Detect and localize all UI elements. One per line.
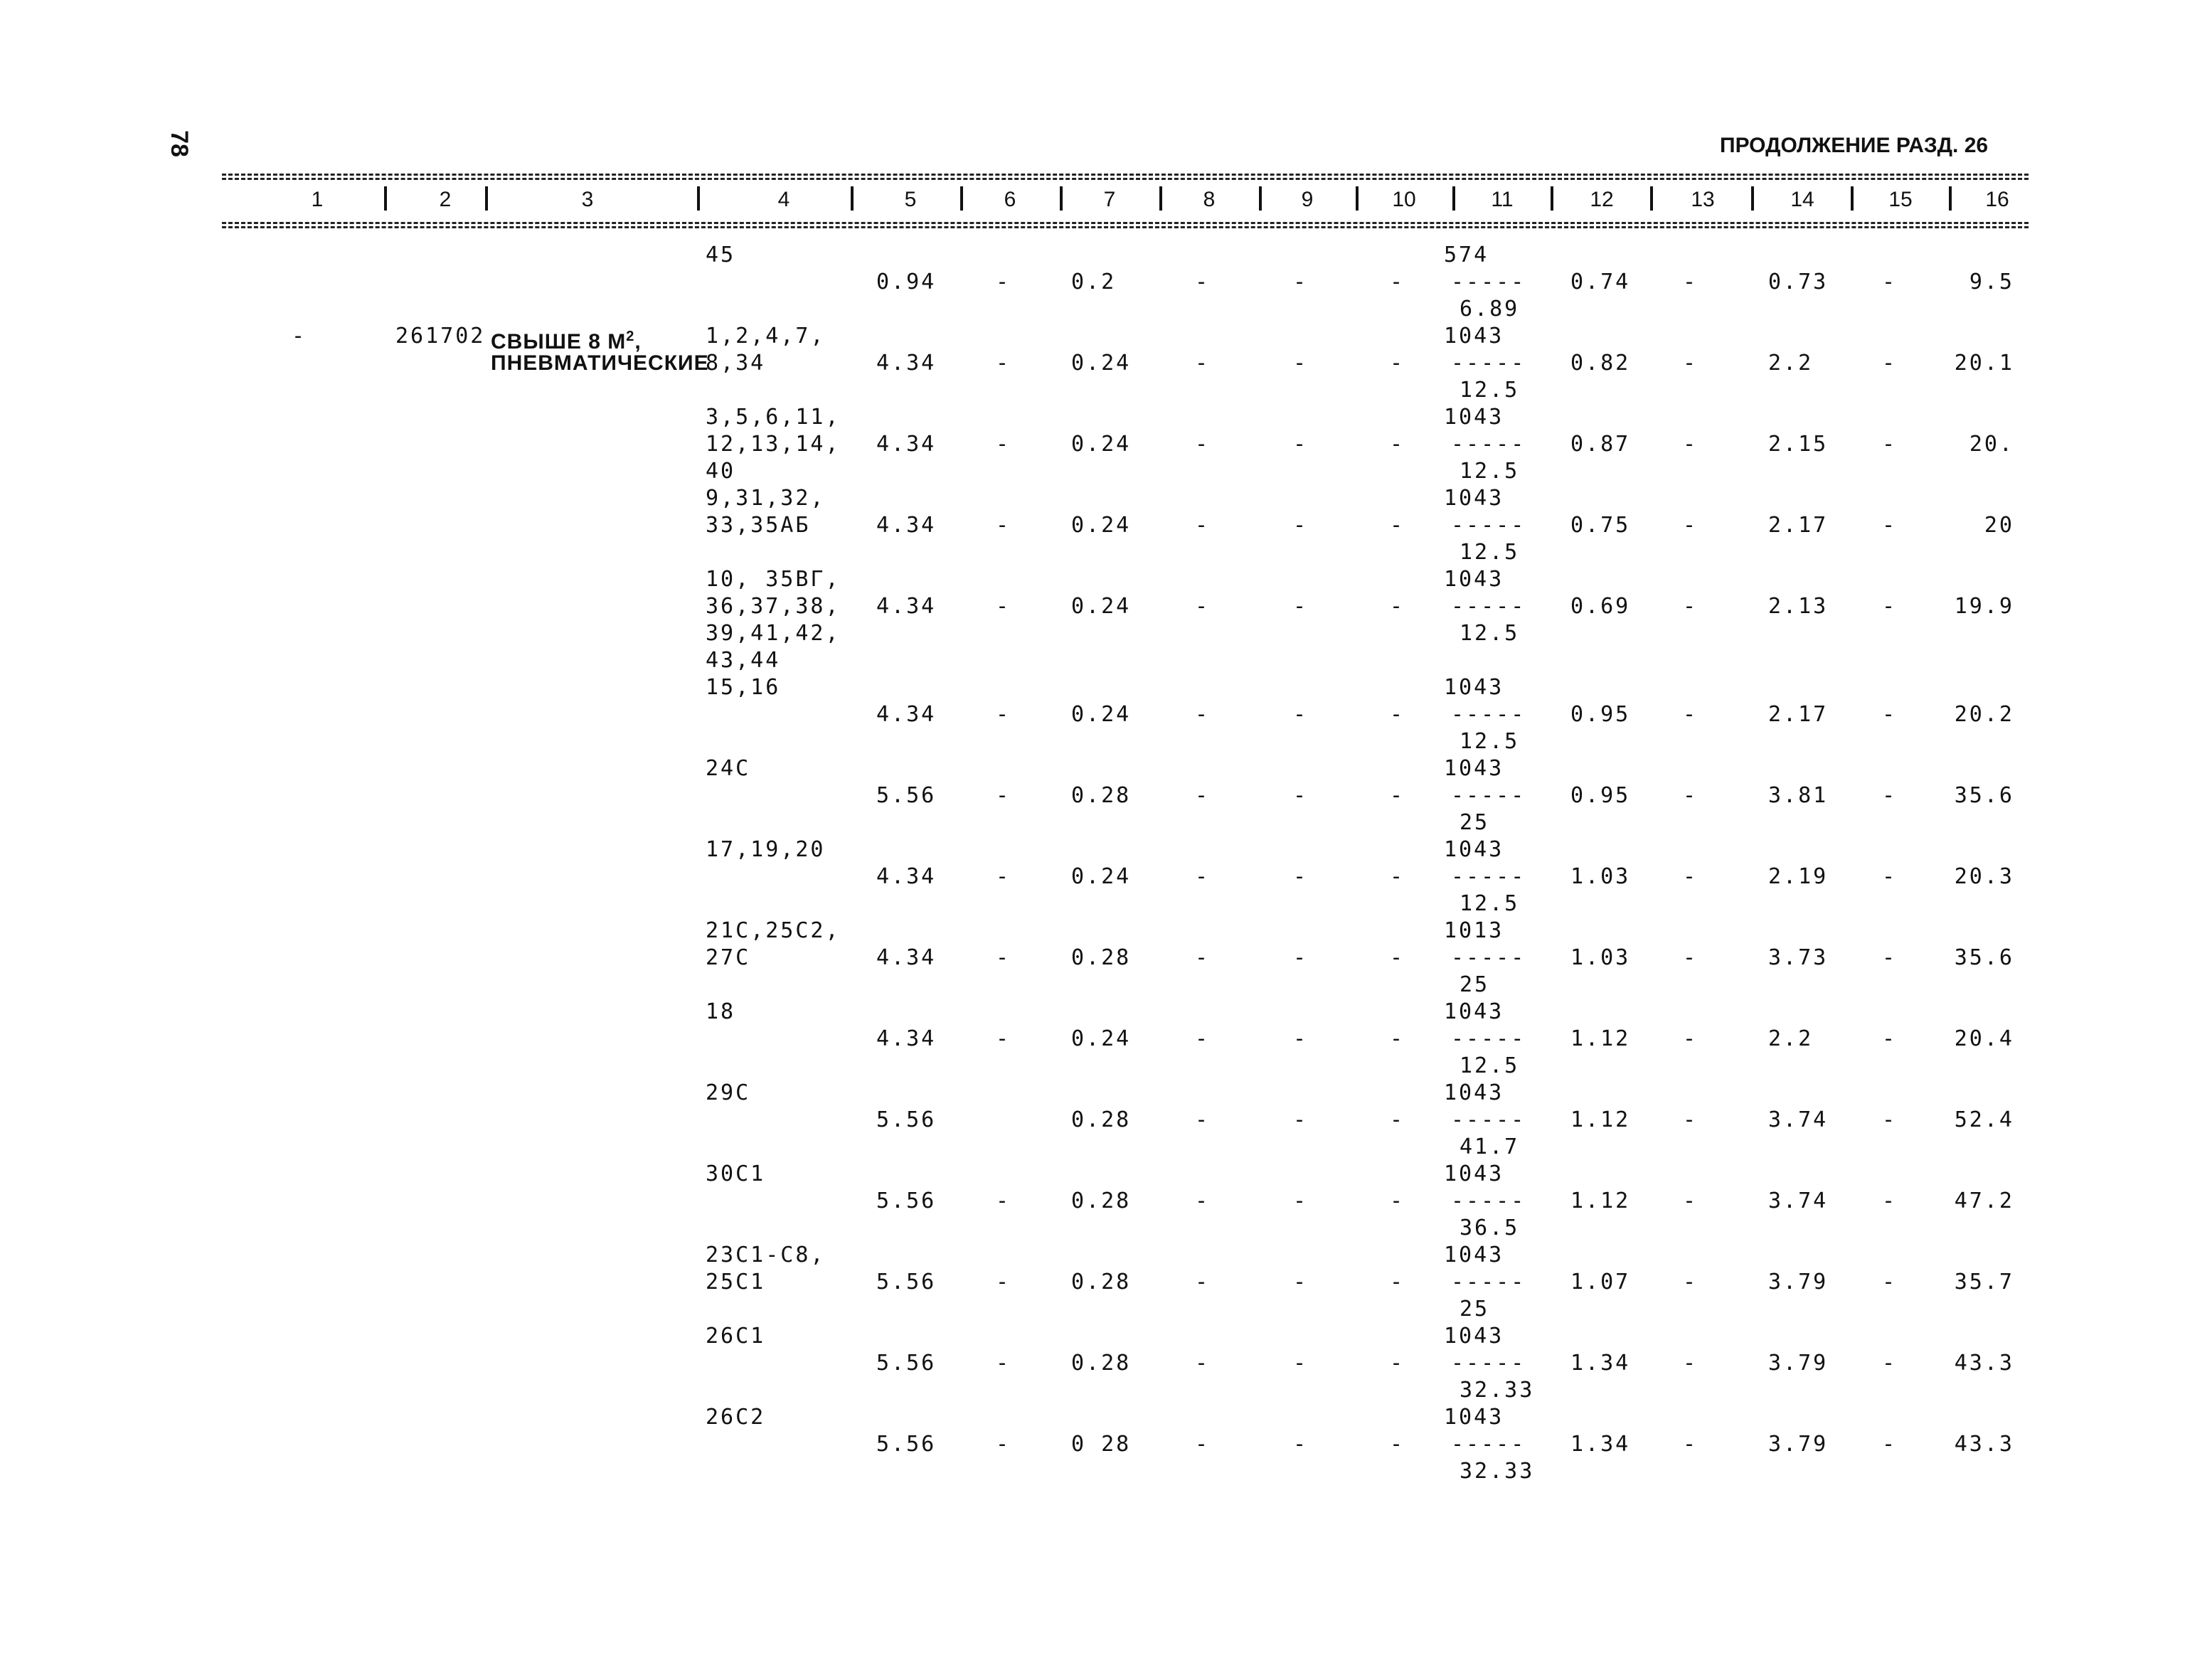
- column-header-11: 11: [1491, 188, 1514, 211]
- row-5-col10: -: [1390, 594, 1405, 619]
- row-11-col7: 0.28: [1071, 1107, 1132, 1132]
- row-3-col4-line-3: 40: [706, 459, 736, 484]
- column-separator: [851, 186, 854, 211]
- row-9-col6: -: [996, 945, 1011, 970]
- row-6-col13: -: [1683, 702, 1698, 727]
- row-8-col13: -: [1683, 864, 1698, 889]
- row-6-col9: -: [1293, 702, 1309, 727]
- column-separator: [1751, 186, 1754, 211]
- row-10-col6: -: [996, 1026, 1011, 1051]
- column-header-5: 5: [904, 188, 917, 211]
- row-15-col13: -: [1683, 1432, 1698, 1457]
- row-2-col11-denominator: 12.5: [1460, 378, 1520, 403]
- row-12-col12: 1.12: [1570, 1189, 1631, 1213]
- row-2-col16: 20.1: [1954, 351, 2014, 376]
- row-11-col11-fraction-bar: -----: [1451, 1107, 1526, 1132]
- row-4-col8: -: [1195, 513, 1211, 538]
- row-3-col6: -: [996, 432, 1011, 457]
- row-2-col7: 0.24: [1071, 351, 1132, 376]
- row-6-col16: 20.2: [1954, 702, 2014, 727]
- row-9-col8: -: [1195, 945, 1211, 970]
- row-6-col10: -: [1390, 702, 1405, 727]
- row-7-col7: 0.28: [1071, 783, 1132, 808]
- row-12-col14: 3.74: [1768, 1189, 1829, 1213]
- row-7-col10: -: [1390, 783, 1405, 808]
- row-10-col12: 1.12: [1570, 1026, 1631, 1051]
- column-separator: [1650, 186, 1653, 211]
- row-14-col10: -: [1390, 1351, 1405, 1376]
- column-header-14: 14: [1790, 188, 1814, 211]
- row-13-col11-denominator: 25: [1460, 1297, 1490, 1322]
- row-4-col7: 0.24: [1071, 513, 1132, 538]
- column-separator: [1356, 186, 1359, 211]
- column-separator: [485, 186, 488, 211]
- row-11-col5: 5.56: [876, 1107, 937, 1132]
- row-6-col11-denominator: 12.5: [1460, 729, 1520, 754]
- row-3-col4-line-2: 12,13,14,: [706, 432, 841, 457]
- row-14-col11-numerator: 1043: [1444, 1324, 1504, 1349]
- row-3-col14: 2.15: [1768, 432, 1829, 457]
- column-separator: [1159, 186, 1162, 211]
- row-15-col16: 43.3: [1954, 1432, 2014, 1457]
- row-6-col14: 2.17: [1768, 702, 1829, 727]
- column-header-3: 3: [581, 188, 594, 211]
- row-7-col11-denominator: 25: [1460, 810, 1490, 835]
- row-4-col11-denominator: 12.5: [1460, 540, 1520, 565]
- column-header-2: 2: [439, 188, 452, 211]
- row-6-col15: -: [1882, 702, 1898, 727]
- row-12-col5: 5.56: [876, 1189, 937, 1213]
- column-header-16: 16: [1985, 188, 2009, 211]
- row-13-col4-line-1: 23С1-С8,: [706, 1243, 826, 1267]
- row-6-col11-fraction-bar: -----: [1451, 702, 1526, 727]
- row-10-col11-fraction-bar: -----: [1451, 1026, 1526, 1051]
- row-7-col15: -: [1882, 783, 1898, 808]
- row-2-col9: -: [1293, 351, 1309, 376]
- row-10-col9: -: [1293, 1026, 1309, 1051]
- row-12-col11-fraction-bar: -----: [1451, 1189, 1526, 1213]
- row-12-col16: 47.2: [1954, 1189, 2014, 1213]
- row-1-col15: -: [1882, 270, 1898, 294]
- row-10-col14: 2.2: [1768, 1026, 1814, 1051]
- row-8-col11-fraction-bar: -----: [1451, 864, 1526, 889]
- row-4-col11-numerator: 1043: [1444, 486, 1504, 511]
- column-separator: [697, 186, 700, 211]
- column-header-4: 4: [777, 188, 790, 211]
- row-dash: -: [292, 324, 307, 349]
- row-10-col8: -: [1195, 1026, 1211, 1051]
- row-11-col11-denominator: 41.7: [1460, 1134, 1520, 1159]
- row-2-col13: -: [1683, 351, 1698, 376]
- row-11-col10: -: [1390, 1107, 1405, 1132]
- row-15-col6: -: [996, 1432, 1011, 1457]
- row-8-col8: -: [1195, 864, 1211, 889]
- row-2-col15: -: [1882, 351, 1898, 376]
- row-13-col13: -: [1683, 1270, 1698, 1294]
- column-separator: [960, 186, 963, 211]
- row-11-col13: -: [1683, 1107, 1698, 1132]
- row-8-col16: 20.3: [1954, 864, 2014, 889]
- row-9-col14: 3.73: [1768, 945, 1829, 970]
- row-1-col4-line-1: 45: [706, 243, 736, 267]
- row-15-col11-fraction-bar: -----: [1451, 1432, 1526, 1457]
- row-5-col4-line-1: 10, 35ВГ,: [706, 567, 841, 592]
- row-10-col11-denominator: 12.5: [1460, 1053, 1520, 1078]
- column-separator: [1851, 186, 1854, 211]
- row-5-col8: -: [1195, 594, 1211, 619]
- row-10-col10: -: [1390, 1026, 1405, 1051]
- row-6-col6: -: [996, 702, 1011, 727]
- row-3-col8: -: [1195, 432, 1211, 457]
- row-5-col5: 4.34: [876, 594, 937, 619]
- row-14-col9: -: [1293, 1351, 1309, 1376]
- row-11-col14: 3.74: [1768, 1107, 1829, 1132]
- row-13-col9: -: [1293, 1270, 1309, 1294]
- row-14-col4-line-1: 26С1: [706, 1324, 766, 1349]
- row-9-col4-line-1: 21С,25С2,: [706, 918, 841, 943]
- row-7-col13: -: [1683, 783, 1698, 808]
- row-8-col5: 4.34: [876, 864, 937, 889]
- row-6-col7: 0.24: [1071, 702, 1132, 727]
- row-12-col8: -: [1195, 1189, 1211, 1213]
- row-14-col15: -: [1882, 1351, 1898, 1376]
- row-5-col4-line-4: 43,44: [706, 648, 781, 673]
- row-8-col14: 2.19: [1768, 864, 1829, 889]
- row-3-col16: 20.: [1969, 432, 2014, 457]
- row-12-col11-numerator: 1043: [1444, 1161, 1504, 1186]
- row-1-col11-fraction-bar: -----: [1451, 270, 1526, 294]
- row-5-col11-denominator: 12.5: [1460, 621, 1520, 646]
- row-5-col13: -: [1683, 594, 1698, 619]
- row-8-col11-denominator: 12.5: [1460, 891, 1520, 916]
- row-7-col9: -: [1293, 783, 1309, 808]
- row-11-col11-numerator: 1043: [1444, 1080, 1504, 1105]
- column-header-9: 9: [1301, 188, 1314, 211]
- row-3-col11-numerator: 1043: [1444, 405, 1504, 430]
- column-header-15: 15: [1888, 188, 1913, 211]
- row-10-col7: 0.24: [1071, 1026, 1132, 1051]
- row-9-col7: 0.28: [1071, 945, 1132, 970]
- row-13-col8: -: [1195, 1270, 1211, 1294]
- row-14-col7: 0.28: [1071, 1351, 1132, 1376]
- row-9-col11-numerator: 1013: [1444, 918, 1504, 943]
- column-header-10: 10: [1392, 188, 1416, 211]
- row-5-col4-line-3: 39,41,42,: [706, 621, 841, 646]
- row-10-col13: -: [1683, 1026, 1698, 1051]
- row-3-col9: -: [1293, 432, 1309, 457]
- row-1-col12: 0.74: [1570, 270, 1631, 294]
- row-13-col14: 3.79: [1768, 1270, 1829, 1294]
- row-1-col11-denominator: 6.89: [1460, 297, 1520, 321]
- row-code: 261702: [395, 324, 486, 349]
- row-12-col7: 0.28: [1071, 1189, 1132, 1213]
- row-5-col4-line-2: 36,37,38,: [706, 594, 841, 619]
- row-3-col11-denominator: 12.5: [1460, 459, 1520, 484]
- row-9-col13: -: [1683, 945, 1698, 970]
- row-4-col10: -: [1390, 513, 1405, 538]
- row-13-col7: 0.28: [1071, 1270, 1132, 1294]
- row-4-col4-line-1: 9,31,32,: [706, 486, 826, 511]
- row-8-col10: -: [1390, 864, 1405, 889]
- row-5-col11-numerator: 1043: [1444, 567, 1504, 592]
- row-1-col14: 0.73: [1768, 270, 1829, 294]
- row-3-col11-fraction-bar: -----: [1451, 432, 1526, 457]
- row-12-col6: -: [996, 1189, 1011, 1213]
- row-2-col11-numerator: 1043: [1444, 324, 1504, 349]
- row-11-col4-line-1: 29С: [706, 1080, 751, 1105]
- superscript-exponent: 2: [626, 329, 635, 344]
- row-7-col8: -: [1195, 783, 1211, 808]
- row-5-col16: 19.9: [1954, 594, 2014, 619]
- row-15-col12: 1.34: [1570, 1432, 1631, 1457]
- row-15-col8: -: [1195, 1432, 1211, 1457]
- row-9-col12: 1.03: [1570, 945, 1631, 970]
- row-14-col8: -: [1195, 1351, 1211, 1376]
- row-11-col15: -: [1882, 1107, 1898, 1132]
- row-2-col14: 2.2: [1768, 351, 1814, 376]
- row-8-col7: 0.24: [1071, 864, 1132, 889]
- row-4-col12: 0.75: [1570, 513, 1631, 538]
- row-8-col9: -: [1293, 864, 1309, 889]
- row-3-col7: 0.24: [1071, 432, 1132, 457]
- row-13-col11-numerator: 1043: [1444, 1243, 1504, 1267]
- row-3-col4-line-1: 3,5,6,11,: [706, 405, 841, 430]
- column-separator: [1060, 186, 1063, 211]
- row-9-col15: -: [1882, 945, 1898, 970]
- row-1-col11-numerator: 574: [1444, 243, 1489, 267]
- row-2-col6: -: [996, 351, 1011, 376]
- row-4-col13: -: [1683, 513, 1698, 538]
- row-10-col11-numerator: 1043: [1444, 999, 1504, 1024]
- column-header-6: 6: [1004, 188, 1016, 211]
- row-1-col10: -: [1390, 270, 1405, 294]
- row-14-col6: -: [996, 1351, 1011, 1376]
- row-2-col12: 0.82: [1570, 351, 1631, 376]
- row-1-col8: -: [1195, 270, 1211, 294]
- row-7-col5: 5.56: [876, 783, 937, 808]
- row-5-col9: -: [1293, 594, 1309, 619]
- row-3-col12: 0.87: [1570, 432, 1631, 457]
- row-7-col4-line-1: 24С: [706, 756, 751, 781]
- row-12-col15: -: [1882, 1189, 1898, 1213]
- row-4-col14: 2.17: [1768, 513, 1829, 538]
- page-header: ПРОДОЛЖЕНИЕ РАЗД. 26: [1720, 134, 1989, 157]
- row-11-col9: -: [1293, 1107, 1309, 1132]
- row-14-col14: 3.79: [1768, 1351, 1829, 1376]
- row-14-col11-denominator: 32.33: [1460, 1378, 1535, 1403]
- column-header-12: 12: [1590, 188, 1614, 211]
- row-4-col6: -: [996, 513, 1011, 538]
- row-13-col4-line-2: 25С1: [706, 1270, 766, 1294]
- row-15-col9: -: [1293, 1432, 1309, 1457]
- row-description-line2: ПНЕВМАТИЧЕСКИЕ: [491, 351, 709, 375]
- row-4-col4-line-2: 33,35АБ: [706, 513, 811, 538]
- row-15-col5: 5.56: [876, 1432, 937, 1457]
- row-1-col7: 0.2: [1071, 270, 1117, 294]
- row-14-col11-fraction-bar: -----: [1451, 1351, 1526, 1376]
- column-separator: [1259, 186, 1262, 211]
- row-14-col16: 43.3: [1954, 1351, 2014, 1376]
- row-13-col5: 5.56: [876, 1270, 937, 1294]
- row-7-col11-numerator: 1043: [1444, 756, 1504, 781]
- row-7-col16: 35.6: [1954, 783, 2014, 808]
- row-5-col15: -: [1882, 594, 1898, 619]
- row-13-col15: -: [1882, 1270, 1898, 1294]
- header-bottom-rule: [222, 222, 2029, 224]
- row-13-col11-fraction-bar: -----: [1451, 1270, 1526, 1294]
- column-separator: [1452, 186, 1455, 211]
- row-8-col11-numerator: 1043: [1444, 837, 1504, 862]
- page-number: 78: [166, 130, 193, 157]
- row-9-col9: -: [1293, 945, 1309, 970]
- row-11-col8: -: [1195, 1107, 1211, 1132]
- row-9-col16: 35.6: [1954, 945, 2014, 970]
- row-8-col4-line-1: 17,19,20: [706, 837, 826, 862]
- row-8-col15: -: [1882, 864, 1898, 889]
- row-6-col8: -: [1195, 702, 1211, 727]
- row-11-col12: 1.12: [1570, 1107, 1631, 1132]
- row-description-line1: СВЫШЕ 8 $М^2$,: [491, 329, 642, 353]
- column-header-1: 1: [311, 188, 324, 211]
- row-15-col7: 0 28: [1071, 1432, 1132, 1457]
- row-14-col13: -: [1683, 1351, 1698, 1376]
- row-12-col9: -: [1293, 1189, 1309, 1213]
- column-header-13: 13: [1691, 188, 1715, 211]
- top-rule-2: [222, 178, 2029, 180]
- row-10-col16: 20.4: [1954, 1026, 2014, 1051]
- row-1-col9: -: [1293, 270, 1309, 294]
- row-5-col6: -: [996, 594, 1011, 619]
- row-11-col16: 52.4: [1954, 1107, 2014, 1132]
- row-14-col12: 1.34: [1570, 1351, 1631, 1376]
- row-13-col10: -: [1390, 1270, 1405, 1294]
- row-15-col15: -: [1882, 1432, 1898, 1457]
- row-2-col5: 4.34: [876, 351, 937, 376]
- row-1-col6: -: [996, 270, 1011, 294]
- row-3-col10: -: [1390, 432, 1405, 457]
- row-15-col4-line-1: 26С2: [706, 1405, 766, 1430]
- row-4-col15: -: [1882, 513, 1898, 538]
- top-rule: [222, 174, 2029, 176]
- row-10-col4-line-1: 18: [706, 999, 736, 1024]
- row-13-col6: -: [996, 1270, 1011, 1294]
- row-10-col5: 4.34: [876, 1026, 937, 1051]
- row-2-col4-line-2: 8,34: [706, 351, 766, 376]
- row-12-col13: -: [1683, 1189, 1698, 1213]
- column-separator: [1551, 186, 1553, 211]
- row-2-col8: -: [1195, 351, 1211, 376]
- row-12-col11-denominator: 36.5: [1460, 1216, 1520, 1240]
- row-12-col4-line-1: 30С1: [706, 1161, 766, 1186]
- row-6-col11-numerator: 1043: [1444, 675, 1504, 700]
- row-13-col16: 35.7: [1954, 1270, 2014, 1294]
- row-9-col5: 4.34: [876, 945, 937, 970]
- row-5-col7: 0.24: [1071, 594, 1132, 619]
- row-4-col9: -: [1293, 513, 1309, 538]
- row-4-col16: 20: [1984, 513, 2014, 538]
- row-7-col11-fraction-bar: -----: [1451, 783, 1526, 808]
- row-4-col5: 4.34: [876, 513, 937, 538]
- row-6-col5: 4.34: [876, 702, 937, 727]
- row-12-col10: -: [1390, 1189, 1405, 1213]
- row-2-col4-line-1: 1,2,4,7,: [706, 324, 826, 349]
- row-6-col12: 0.95: [1570, 702, 1631, 727]
- row-5-col14: 2.13: [1768, 594, 1829, 619]
- row-5-col11-fraction-bar: -----: [1451, 594, 1526, 619]
- row-7-col14: 3.81: [1768, 783, 1829, 808]
- row-10-col15: -: [1882, 1026, 1898, 1051]
- row-9-col11-denominator: 25: [1460, 972, 1490, 997]
- row-7-col12: 0.95: [1570, 783, 1631, 808]
- column-header-8: 8: [1203, 188, 1216, 211]
- row-15-col11-numerator: 1043: [1444, 1405, 1504, 1430]
- row-9-col11-fraction-bar: -----: [1451, 945, 1526, 970]
- row-3-col5: 4.34: [876, 432, 937, 457]
- row-15-col11-denominator: 32.33: [1460, 1459, 1535, 1484]
- row-13-col12: 1.07: [1570, 1270, 1631, 1294]
- row-1-col5: 0.94: [876, 270, 937, 294]
- row-9-col4-line-2: 27С: [706, 945, 751, 970]
- row-4-col11-fraction-bar: -----: [1451, 513, 1526, 538]
- column-header-7: 7: [1103, 188, 1116, 211]
- row-2-col10: -: [1390, 351, 1405, 376]
- row-15-col14: 3.79: [1768, 1432, 1829, 1457]
- header-bottom-rule-2: [222, 226, 2029, 228]
- row-3-col13: -: [1683, 432, 1698, 457]
- row-5-col12: 0.69: [1570, 594, 1631, 619]
- row-15-col10: -: [1390, 1432, 1405, 1457]
- row-1-col16: 9.5: [1969, 270, 2014, 294]
- row-8-col12: 1.03: [1570, 864, 1631, 889]
- row-3-col15: -: [1882, 432, 1898, 457]
- column-separator: [384, 186, 387, 211]
- row-1-col13: -: [1683, 270, 1698, 294]
- row-6-col4-line-1: 15,16: [706, 675, 781, 700]
- row-2-col11-fraction-bar: -----: [1451, 351, 1526, 376]
- row-9-col10: -: [1390, 945, 1405, 970]
- column-separator: [1949, 186, 1952, 211]
- row-8-col6: -: [996, 864, 1011, 889]
- row-7-col6: -: [996, 783, 1011, 808]
- row-14-col5: 5.56: [876, 1351, 937, 1376]
